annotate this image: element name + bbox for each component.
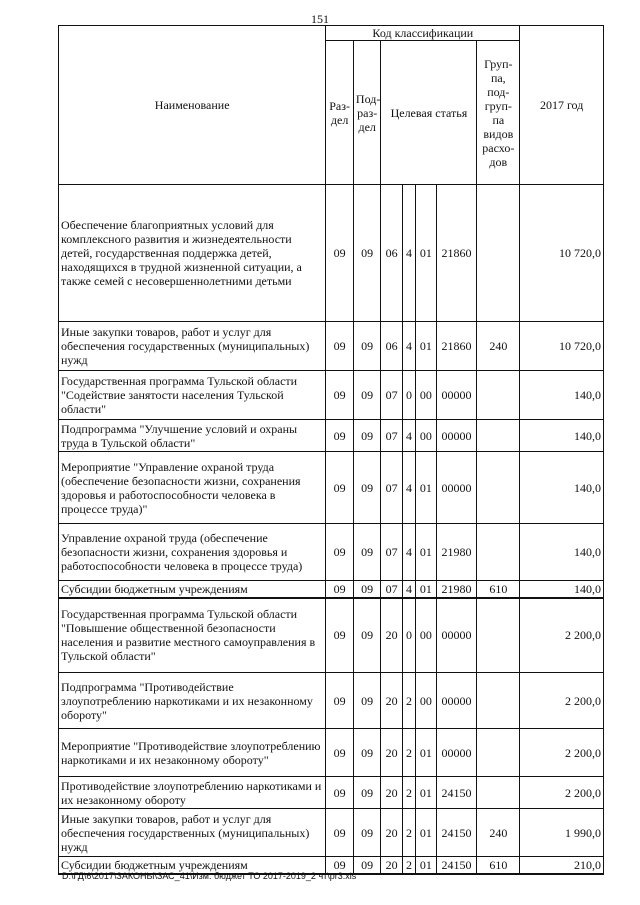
cell-t1: 07 — [381, 581, 402, 598]
cell-razdel: 09 — [326, 524, 354, 581]
cell-t1: 06 — [381, 185, 402, 322]
cell-group — [477, 673, 520, 729]
cell-t1: 20 — [381, 598, 402, 673]
cell-podrazdel: 09 — [353, 581, 381, 598]
cell-t4: 21860 — [436, 322, 477, 371]
cell-t2: 2 — [402, 809, 415, 857]
cell-name: Управление охраной труда (обеспечение безопасности жизни, сохранения здоровья и работоспособности человека в процессе труда) — [59, 524, 326, 581]
cell-podrazdel: 09 — [353, 673, 381, 729]
cell-name: Государственная программа Тульской области "Повышение общественной безопасности населения и развитие местного самоуправления в Тульской области" — [59, 598, 326, 673]
cell-group: 610 — [477, 857, 520, 874]
cell-t1: 07 — [381, 371, 402, 420]
cell-name: Иные закупки товаров, работ и услуг для обеспечения государственных (муниципальных) нужд — [59, 809, 326, 857]
cell-name: Государственная программа Тульской области "Содействие занятости населения Тульской области" — [59, 371, 326, 420]
cell-razdel: 09 — [326, 857, 354, 874]
table-row — [59, 673, 604, 729]
table-row — [59, 598, 604, 673]
cell-group: 240 — [477, 322, 520, 371]
cell-group — [477, 420, 520, 452]
cell-t3: 01 — [416, 322, 436, 371]
cell-t3: 01 — [416, 857, 436, 874]
cell-podrazdel: 09 — [353, 452, 381, 524]
cell-t1: 07 — [381, 524, 402, 581]
cell-name: Иные закупки товаров, работ и услуг для обеспечения государственных (муниципальных) нужд — [59, 322, 326, 371]
page-number: 151 — [311, 12, 329, 26]
cell-name: Подпрограмма "Улучшение условий и охраны труда в Тульской области" — [59, 420, 326, 452]
cell-group — [477, 729, 520, 777]
table-row — [59, 452, 604, 524]
cell-amount: 2 200,0 — [520, 598, 604, 673]
cell-t4: 00000 — [436, 420, 477, 452]
cell-t2: 2 — [402, 673, 415, 729]
cell-t3: 01 — [416, 777, 436, 809]
header-group: Груп- па, под- груп- па видов расхо- дов — [477, 41, 520, 185]
cell-t1: 07 — [381, 420, 402, 452]
cell-name: Мероприятие "Противодействие злоупотреблению наркотиками и их незаконному обороту" — [59, 729, 326, 777]
cell-t2: 4 — [402, 452, 415, 524]
table-row — [59, 809, 604, 857]
cell-podrazdel: 09 — [353, 185, 381, 322]
cell-t2: 4 — [402, 524, 415, 581]
cell-t1: 20 — [381, 729, 402, 777]
cell-amount: 2 200,0 — [520, 729, 604, 777]
cell-razdel: 09 — [326, 729, 354, 777]
cell-t4: 21860 — [436, 185, 477, 322]
cell-group — [477, 777, 520, 809]
footer-file-path: D:\ГД\6\2017\ЗАКОНЫ\ЗАС_41\Изм. бюджет ТО 2017-2019_2 чт\pr3.xls — [62, 871, 357, 881]
cell-amount: 1 990,0 — [520, 809, 604, 857]
cell-amount: 2 200,0 — [520, 777, 604, 809]
table-row — [59, 371, 604, 420]
cell-amount: 10 720,0 — [520, 185, 604, 322]
cell-podrazdel: 09 — [353, 729, 381, 777]
cell-t2: 4 — [402, 581, 415, 598]
cell-t3: 00 — [416, 371, 436, 420]
cell-t2: 0 — [402, 371, 415, 420]
cell-t2: 2 — [402, 777, 415, 809]
cell-podrazdel: 09 — [353, 322, 381, 371]
cell-t2: 4 — [402, 322, 415, 371]
cell-group: 240 — [477, 809, 520, 857]
cell-amount: 140,0 — [520, 524, 604, 581]
cell-razdel: 09 — [326, 581, 354, 598]
cell-t1: 06 — [381, 322, 402, 371]
cell-razdel: 09 — [326, 598, 354, 673]
cell-podrazdel: 09 — [353, 777, 381, 809]
cell-t3: 01 — [416, 729, 436, 777]
cell-t4: 24150 — [436, 809, 477, 857]
cell-amount: 140,0 — [520, 420, 604, 452]
cell-t3: 01 — [416, 452, 436, 524]
cell-amount: 140,0 — [520, 371, 604, 420]
header-section: Раз- дел — [326, 41, 354, 185]
cell-group — [477, 598, 520, 673]
cell-razdel: 09 — [326, 673, 354, 729]
cell-group — [477, 185, 520, 322]
cell-razdel: 09 — [326, 322, 354, 371]
table-row — [59, 322, 604, 371]
cell-podrazdel: 09 — [353, 371, 381, 420]
header-year: 2017 год — [520, 26, 604, 185]
cell-t2: 4 — [402, 185, 415, 322]
table-row — [59, 185, 604, 322]
cell-t3: 01 — [416, 524, 436, 581]
cell-amount: 140,0 — [520, 452, 604, 524]
cell-t2: 0 — [402, 598, 415, 673]
cell-podrazdel: 09 — [353, 420, 381, 452]
cell-razdel: 09 — [326, 420, 354, 452]
table-row — [59, 777, 604, 809]
cell-razdel: 09 — [326, 371, 354, 420]
header-subsection: Под- раз- дел — [353, 41, 381, 185]
cell-group: 610 — [477, 581, 520, 598]
cell-name: Подпрограмма "Противодействие злоупотреблению наркотиками и их незаконному обороту" — [59, 673, 326, 729]
cell-t4: 00000 — [436, 673, 477, 729]
cell-t4: 24150 — [436, 857, 477, 874]
cell-t3: 00 — [416, 673, 436, 729]
cell-t1: 20 — [381, 777, 402, 809]
cell-t3: 01 — [416, 581, 436, 598]
cell-name: Обеспечение благоприятных условий для комплексного развития и жизнедеятельности детей, государственная поддержка детей, находящихся в трудной жизненной ситуации, а также семей с несовершеннолетними детьми — [59, 185, 326, 322]
cell-name: Субсидии бюджетным учреждениям — [59, 857, 326, 874]
cell-t4: 24150 — [436, 777, 477, 809]
cell-group — [477, 524, 520, 581]
cell-name: Мероприятие "Управление охраной труда (обеспечение безопасности жизни, сохранения здоровья и работоспособности человека в процессе труда)" — [59, 452, 326, 524]
cell-t3: 00 — [416, 598, 436, 673]
cell-t1: 20 — [381, 673, 402, 729]
cell-razdel: 09 — [326, 185, 354, 322]
cell-t3: 01 — [416, 809, 436, 857]
cell-podrazdel: 09 — [353, 524, 381, 581]
cell-razdel: 09 — [326, 452, 354, 524]
cell-t2: 2 — [402, 729, 415, 777]
cell-razdel: 09 — [326, 809, 354, 857]
table-row — [59, 581, 604, 598]
cell-t4: 00000 — [436, 452, 477, 524]
cell-amount: 10 720,0 — [520, 322, 604, 371]
cell-t4: 00000 — [436, 729, 477, 777]
cell-amount: 2 200,0 — [520, 673, 604, 729]
header-code: Код классификации — [326, 26, 520, 41]
table-row — [59, 524, 604, 581]
cell-amount: 140,0 — [520, 581, 604, 598]
cell-amount: 210,0 — [520, 857, 604, 874]
table-row — [59, 420, 604, 452]
table-row — [59, 729, 604, 777]
cell-podrazdel: 09 — [353, 857, 381, 874]
header-target: Целевая статья — [381, 41, 477, 185]
budget-table — [58, 25, 604, 875]
cell-t4: 00000 — [436, 371, 477, 420]
cell-razdel: 09 — [326, 777, 354, 809]
cell-podrazdel: 09 — [353, 598, 381, 673]
cell-t3: 01 — [416, 185, 436, 322]
cell-t1: 07 — [381, 452, 402, 524]
cell-t2: 2 — [402, 857, 415, 874]
cell-t4: 21980 — [436, 581, 477, 598]
cell-t3: 00 — [416, 420, 436, 452]
cell-group — [477, 452, 520, 524]
cell-group — [477, 371, 520, 420]
cell-t4: 21980 — [436, 524, 477, 581]
cell-name: Противодействие злоупотреблению наркотиками и их незаконному обороту — [59, 777, 326, 809]
header-name: Наименование — [59, 26, 326, 185]
cell-t2: 4 — [402, 420, 415, 452]
cell-t1: 20 — [381, 857, 402, 874]
cell-t4: 00000 — [436, 598, 477, 673]
cell-t1: 20 — [381, 809, 402, 857]
cell-name: Субсидии бюджетным учреждениям — [59, 581, 326, 598]
cell-podrazdel: 09 — [353, 809, 381, 857]
